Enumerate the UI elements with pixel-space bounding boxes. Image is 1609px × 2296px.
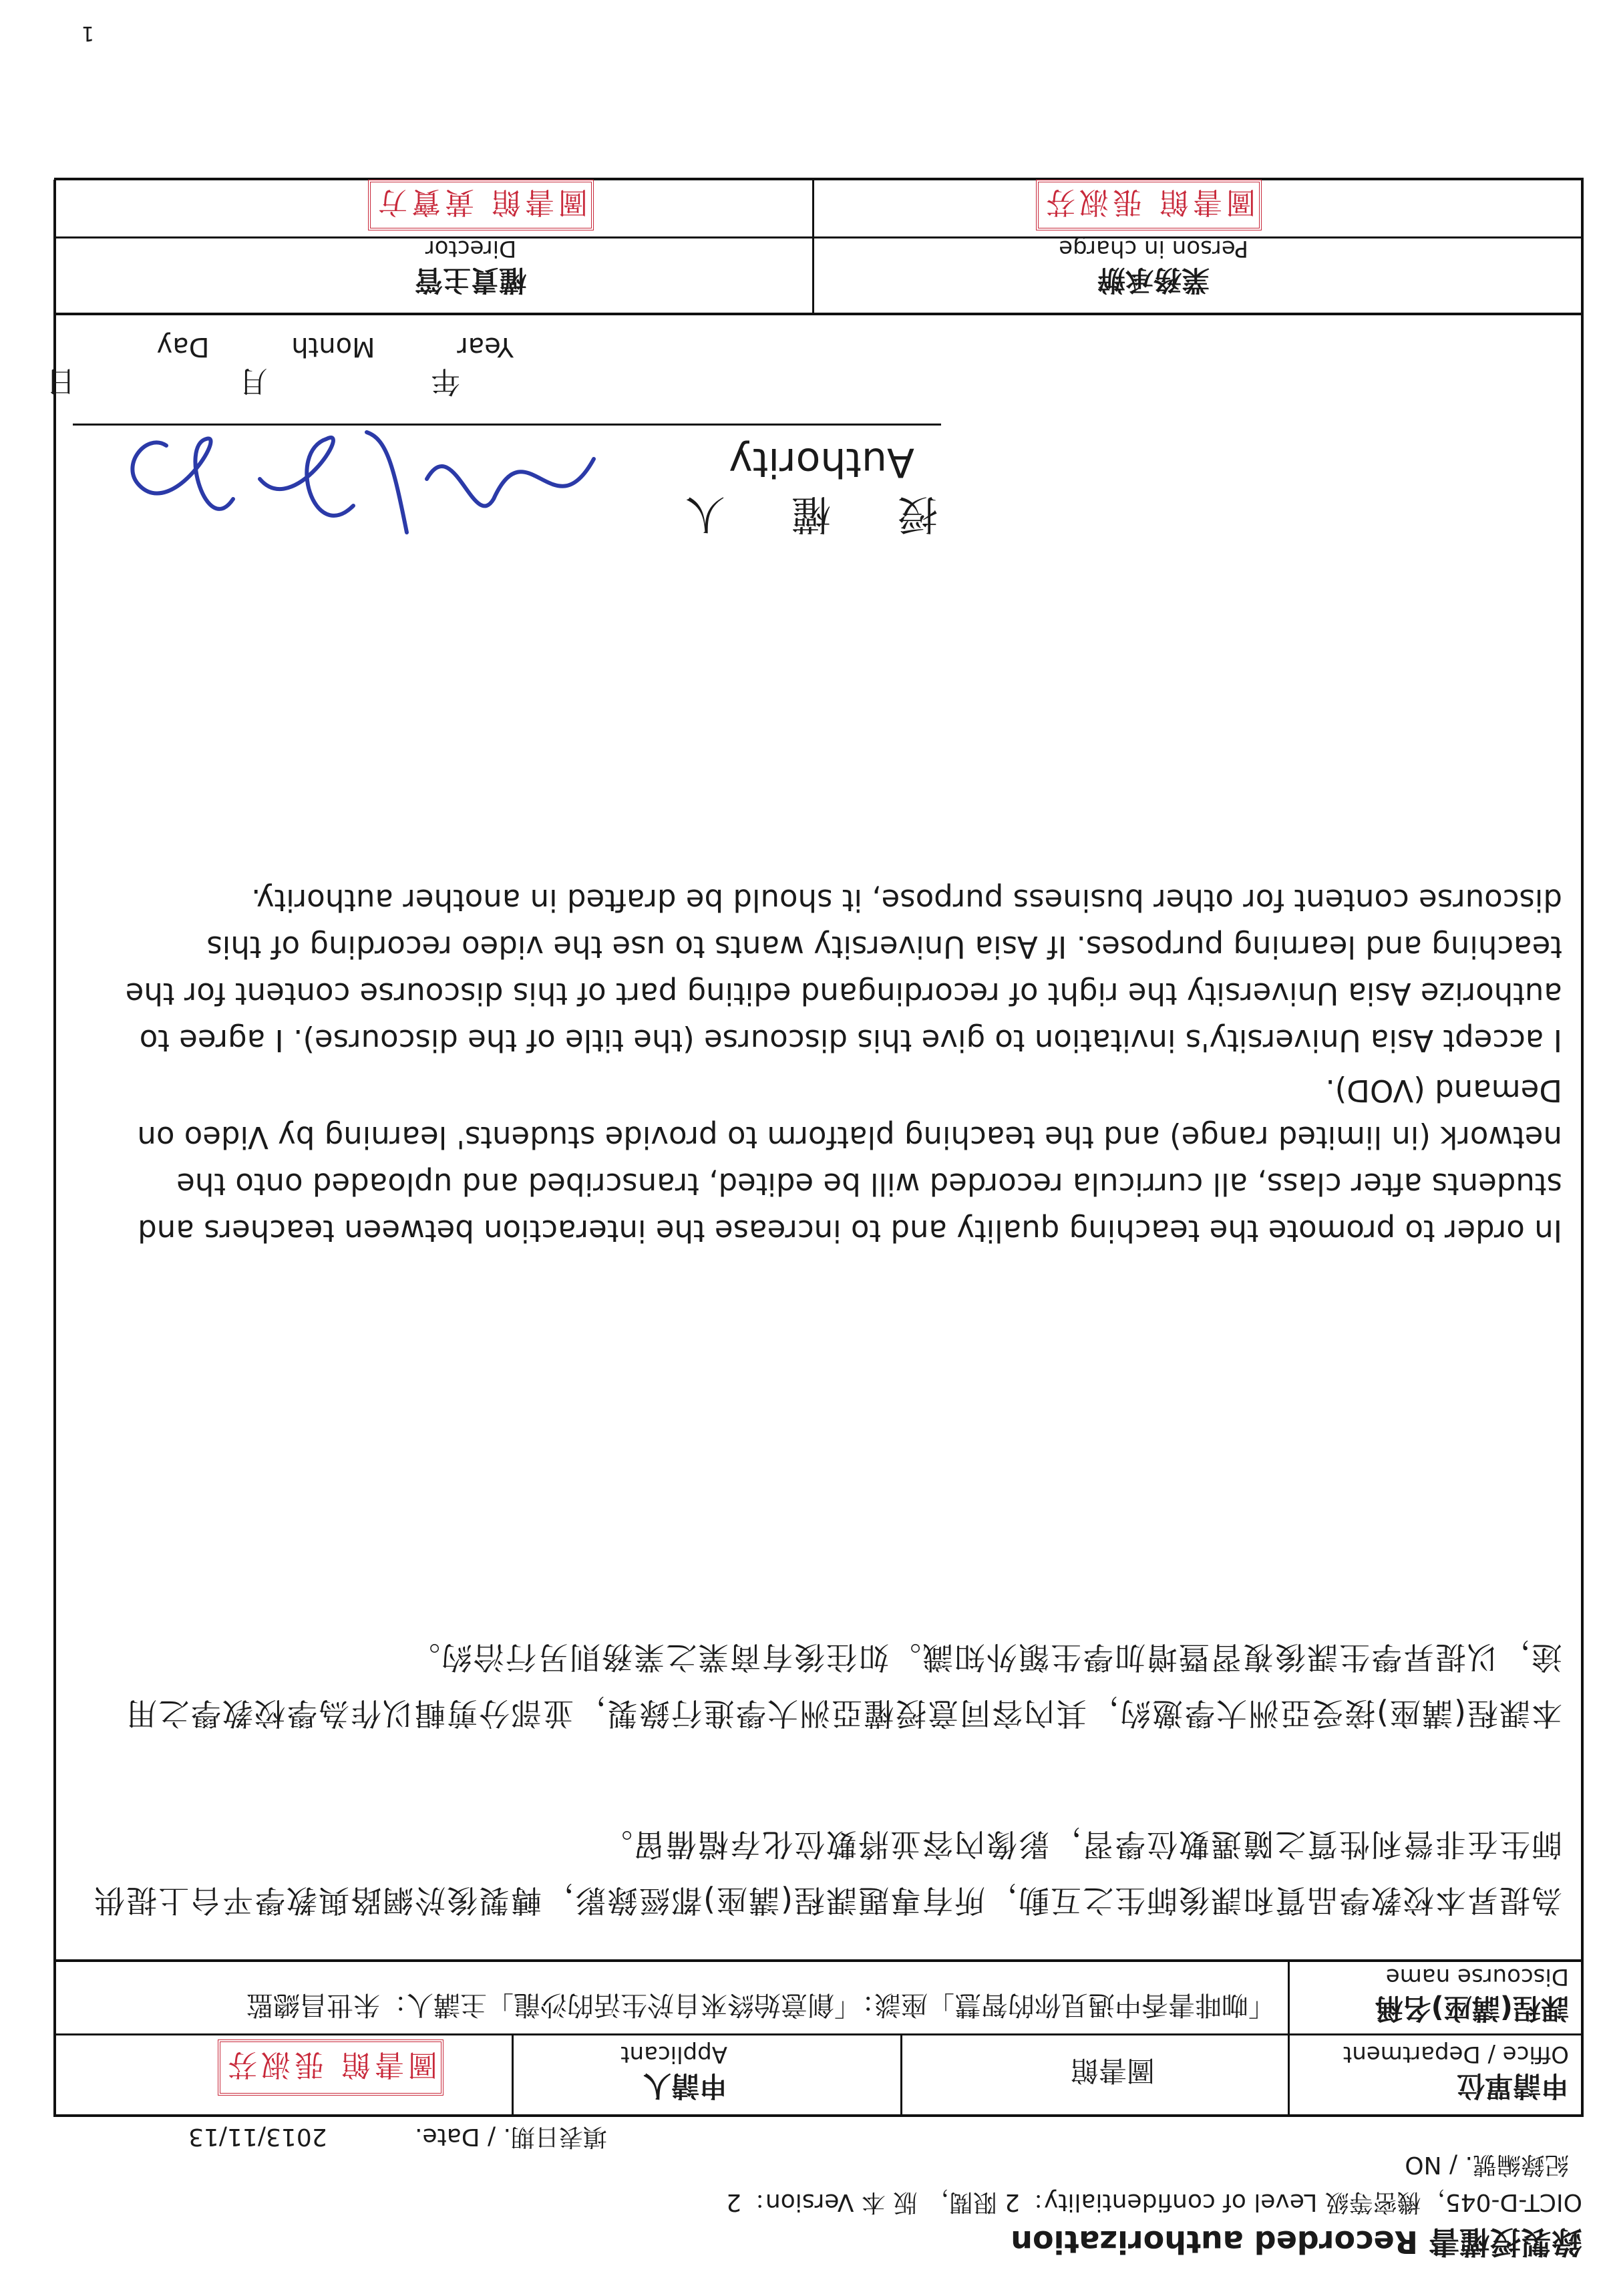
course-label: 課程(講座)名稱 Discourse name bbox=[1375, 1963, 1569, 2025]
director-seal: 圖書館 黃寶方 bbox=[368, 180, 594, 230]
table-row-divider bbox=[54, 2033, 1584, 2035]
doc-meta-line: OICT-D-045，機密等級 Level of confidentiality：2 限閱， 版 本 Version：2 bbox=[726, 2188, 1582, 2216]
zh-paragraph-2: 本課程(講座)接受亞洲大學邀約，其內容同意授權亞洲大學進行錄製，並部分剪輯以作為學校教學之用途，以提昇學生課後複習暨增加學生額外知識。如往後有商業之業務則另行洽約。 bbox=[125, 1639, 1562, 1732]
authority-label-zh: 授 權 人 bbox=[658, 490, 938, 537]
applicant-label: 申請人 Applicant bbox=[620, 2041, 727, 2102]
approval-bottom-border bbox=[54, 178, 1584, 180]
unit-value: 圖書館 bbox=[1070, 2054, 1155, 2087]
zh-paragraph-1: 為提昇本校教學品質和課後師生之互動，所有專題課程(講座)都經錄影，轉製後於網路與教學平台上提供師生在非營利性質之隨選數位學習，影像內容並將數位化存檔備留。 bbox=[93, 1826, 1562, 1919]
record-number: 紀錄編號. / NO bbox=[1405, 2151, 1569, 2178]
approval-row-divider bbox=[54, 236, 1584, 238]
applicant-seal: 圖書館 張淑芬 bbox=[218, 2039, 443, 2096]
director-label: 權責主管 Director bbox=[414, 235, 527, 297]
table-top-border bbox=[54, 2114, 1584, 2117]
approval-top-border bbox=[54, 313, 1584, 315]
date-value: 2013/11/13 bbox=[188, 2123, 327, 2150]
person-in-charge-seal: 圖書館 張淑芬 bbox=[1036, 180, 1262, 230]
table-right-border bbox=[53, 180, 56, 2117]
en-paragraph-2: I accept Asia University's invitation to give this discourse (the title of the discourse). I agree to authorize Asia University the right of recordingand editing part of this discourse content for the teaching and learning purposes. If Asia University wants to use the video recording of this discourse content for other business purpose, it should be drafted in another authority. bbox=[125, 882, 1562, 1058]
en-paragraph-1: In order to promote the teaching quality and to increase the interaction between teachers and students after class, all curricula recorded will be edited, transcribed and uploaded onto the network (in limited range) and the teaching platform to provide students' learning by Video on Demand (VOD). bbox=[137, 1073, 1562, 1249]
date-en: Year Month Day bbox=[156, 331, 514, 362]
page-title: 錄製授權書 Recorded authorization bbox=[1011, 2224, 1582, 2260]
course-value: 「咖啡書香中遇見你的智慧」座談：「創意始終來自於生活的沙龍」主講人：朱世昌總監 bbox=[246, 1989, 1275, 2020]
page-number: 1 bbox=[81, 21, 94, 45]
date-zh: 年 月 日 bbox=[46, 364, 460, 398]
table-left-border bbox=[1581, 180, 1584, 2117]
unit-label: 申請單位 Office / Department bbox=[1343, 2041, 1569, 2102]
date-label: 填表日期. / Date. 2013/11/13 bbox=[188, 2123, 607, 2150]
signature-line bbox=[73, 424, 941, 426]
authority-label-en: Authority bbox=[729, 439, 914, 486]
person-in-charge-label: 業務承辦 Person in charge bbox=[1059, 235, 1248, 297]
signature bbox=[86, 405, 607, 559]
table-row-divider bbox=[54, 1959, 1584, 1962]
